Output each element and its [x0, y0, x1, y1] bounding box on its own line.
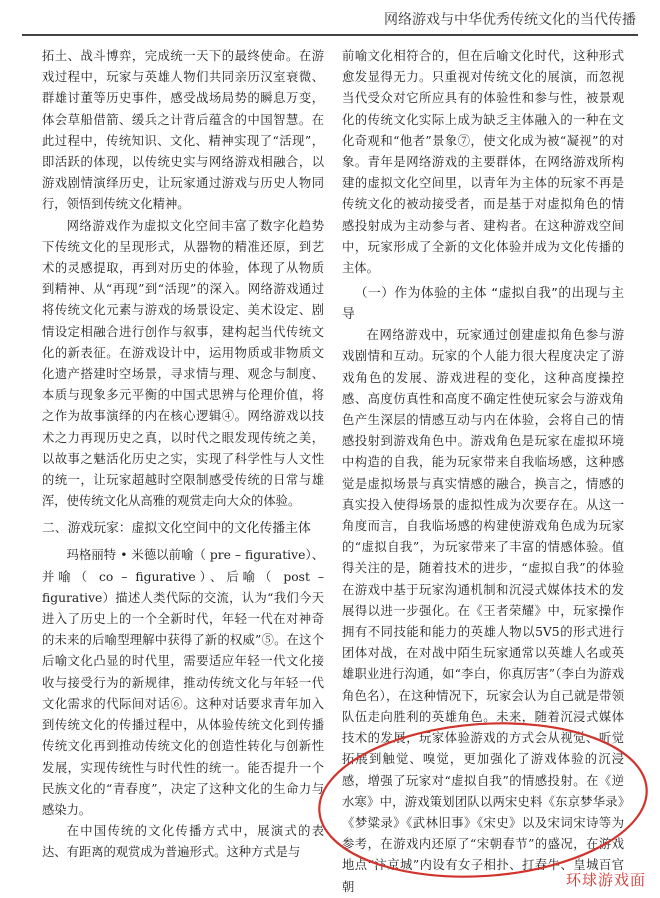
right-column: [342, 46, 624, 898]
section-heading: 二、游戏玩家：虚拟文化空间中的文化传播主体: [42, 521, 311, 537]
header-rule: [22, 34, 638, 36]
right-paragraph-2: 在网络游戏中，玩家通过创建虚拟角色参与游戏剧情和互动。玩家的个人能力很大程度决定了游戏角色的发展、游戏进程的变化，这种高度操控感、高度仿真性和高度不确定性使玩家会与游戏角色产生深层的情感互动与内在体验，会将自己的情感投射到游戏角色中。游戏角色是玩家在虚拟环境中构造的自我，能为玩家带来自我临场感，这种感觉是虚拟场景与真实情感的融合，换言之，情感的真实投入使得场景的虚拟性成为次要存在。从这一角度而言，自我临场感的构建使游戏角色成为玩家的“虚拟自我”，为玩家带来了丰富的情感体验。值得关注的是，随着技术的进步，“虚拟自我”的体验在游戏中基于玩家沟通机制和沉浸式媒体技术的发展得以进一步强化。在《王者荣耀》中，玩家操作拥有不同技能和能力的英雄人物以5V5的形式进行团体对战，在对战中陌生玩家通常以英雄人名或英雄职业进行沟通，如“李白，你真厉害”（李白为游戏角色名），在这种情况下，玩家会认为自己就是带领队伍走向胜利的英雄角色。未来，随着沉浸式媒体技术的发展，玩家体验游戏的方式会从视觉、听觉拓展到触觉、嗅觉，更加强化了游戏体验的沉浸感，增强了玩家对“虚拟自我”的情感投射。在《逆水寒》中，游戏策划团队以两宋史料《东京梦华录》《梦粱录》《武林旧事》《宋史》以及宋词宋诗等为参考，在游戏内还原了“宋朝春节”的盛况，在游戏地点“汴京城”内设有女子相扑、打春牛、皇城百官朝: [342, 328, 624, 894]
watermark-text: 环球游戏面: [565, 871, 646, 889]
left-paragraph-3: 玛格丽特 • 米德以前喻（ pre – figurative）、并喻（ co – figurative）、后喻（ post – figurative）描述人类代际的交流，认为“我们今天进入了历史上的一个全新时代，年轻一代在对神奇的未来的后喻型理解中获得了新的权威”⑤。在这个后喻文化凸显的时代里，需要适应年轻一代文化接收与接受行为的新规律，推动传统文化与年轻一代文化需求的代际间对话⑥。这种对话要求青年加入到传统文化的传播过程中，从体验传统文化到传播传统文化再到推动传统文化的创造性转化与创新性发展，实现传统性与时代性的统一。能否提升一个民族文化的“青春度”，决定了这种文化的生命力与感染力。: [42, 548, 324, 817]
running-header: [0, 0, 660, 38]
left-column: [42, 46, 324, 864]
header-title: 网络游戏与中华优秀传统文化的当代传播: [384, 12, 636, 28]
subsection-heading: （一）作为体验的主体 “虚拟自我”的出现与主导: [342, 286, 624, 323]
left-paragraph-2: 网络游戏作为虚拟文化空间丰富了数字化趋势下传统文化的呈现形式，从器物的精准还原，到艺术的灵感提取，再到对历史的体验，体现了从物质到精神、从“再现”到“活现”的深入。网络游戏通过将传统文化元素与游戏的场景设定、美术设定、剧情设定相融合进行创作与叙事，建构起当代传统文化的新表征。在游戏设计中，运用物质或非物质文化遗产搭建时空场景，寻求情与理、观念与制度、本质与现象多元平衡的中国式思辨与伦理价值，将之作为故事演绎的内在核心逻辑④。网络游戏以技术之力再现历史之真，以时代之眼发现传统之美，以故事之魅活化历史之实，实现了科学性与人文性的统一，让玩家超越时空限制感受传统的日常与雄浑，使传统文化从高雅的观赏走向大众的体验。: [42, 218, 324, 509]
left-paragraph-1: 拓土、战斗博弈，完成统一天下的最终使命。在游戏过程中，玩家与英雄人物们共同亲历汉室衰微、群雄讨董等历史事件，感受战场局势的瞬息万变，体会草船借箭、缓兵之计背后蕴含的中国智慧。在此过程中，传统知识、文化、精神实现了“活现”，即活跃的体现，以传统史实与网络游戏相融合，以游戏剧情演绎历史，让玩家通过游戏与历史人物同行，领悟到传统文化精神。: [42, 49, 324, 212]
left-paragraph-4: 在中国传统的文化传播方式中，展演式的表达、有距离的观赏成为普遍形式。这种方式是与: [42, 824, 324, 860]
right-paragraph-1: 前喻文化相符合的，但在后喻文化时代，这种形式愈发显得无力。只重视对传统文化的展演，而忽视当代受众对它所应具有的体验性和参与性，被景观化的传统文化实际上成为缺乏主体融入的一种在文化奇观和“他者”景象⑦，使文化成为被“凝视”的对象。青年是网络游戏的主要群体，在网络游戏所构建的虚拟文化空间里，以青年为主体的玩家不再是传统文化的被动接受者，而是基于对虚拟角色的情感投射成为主动参与者、建构者。在这种游戏空间中，玩家形成了全新的文化体验并成为文化传播的主体。: [342, 49, 624, 276]
